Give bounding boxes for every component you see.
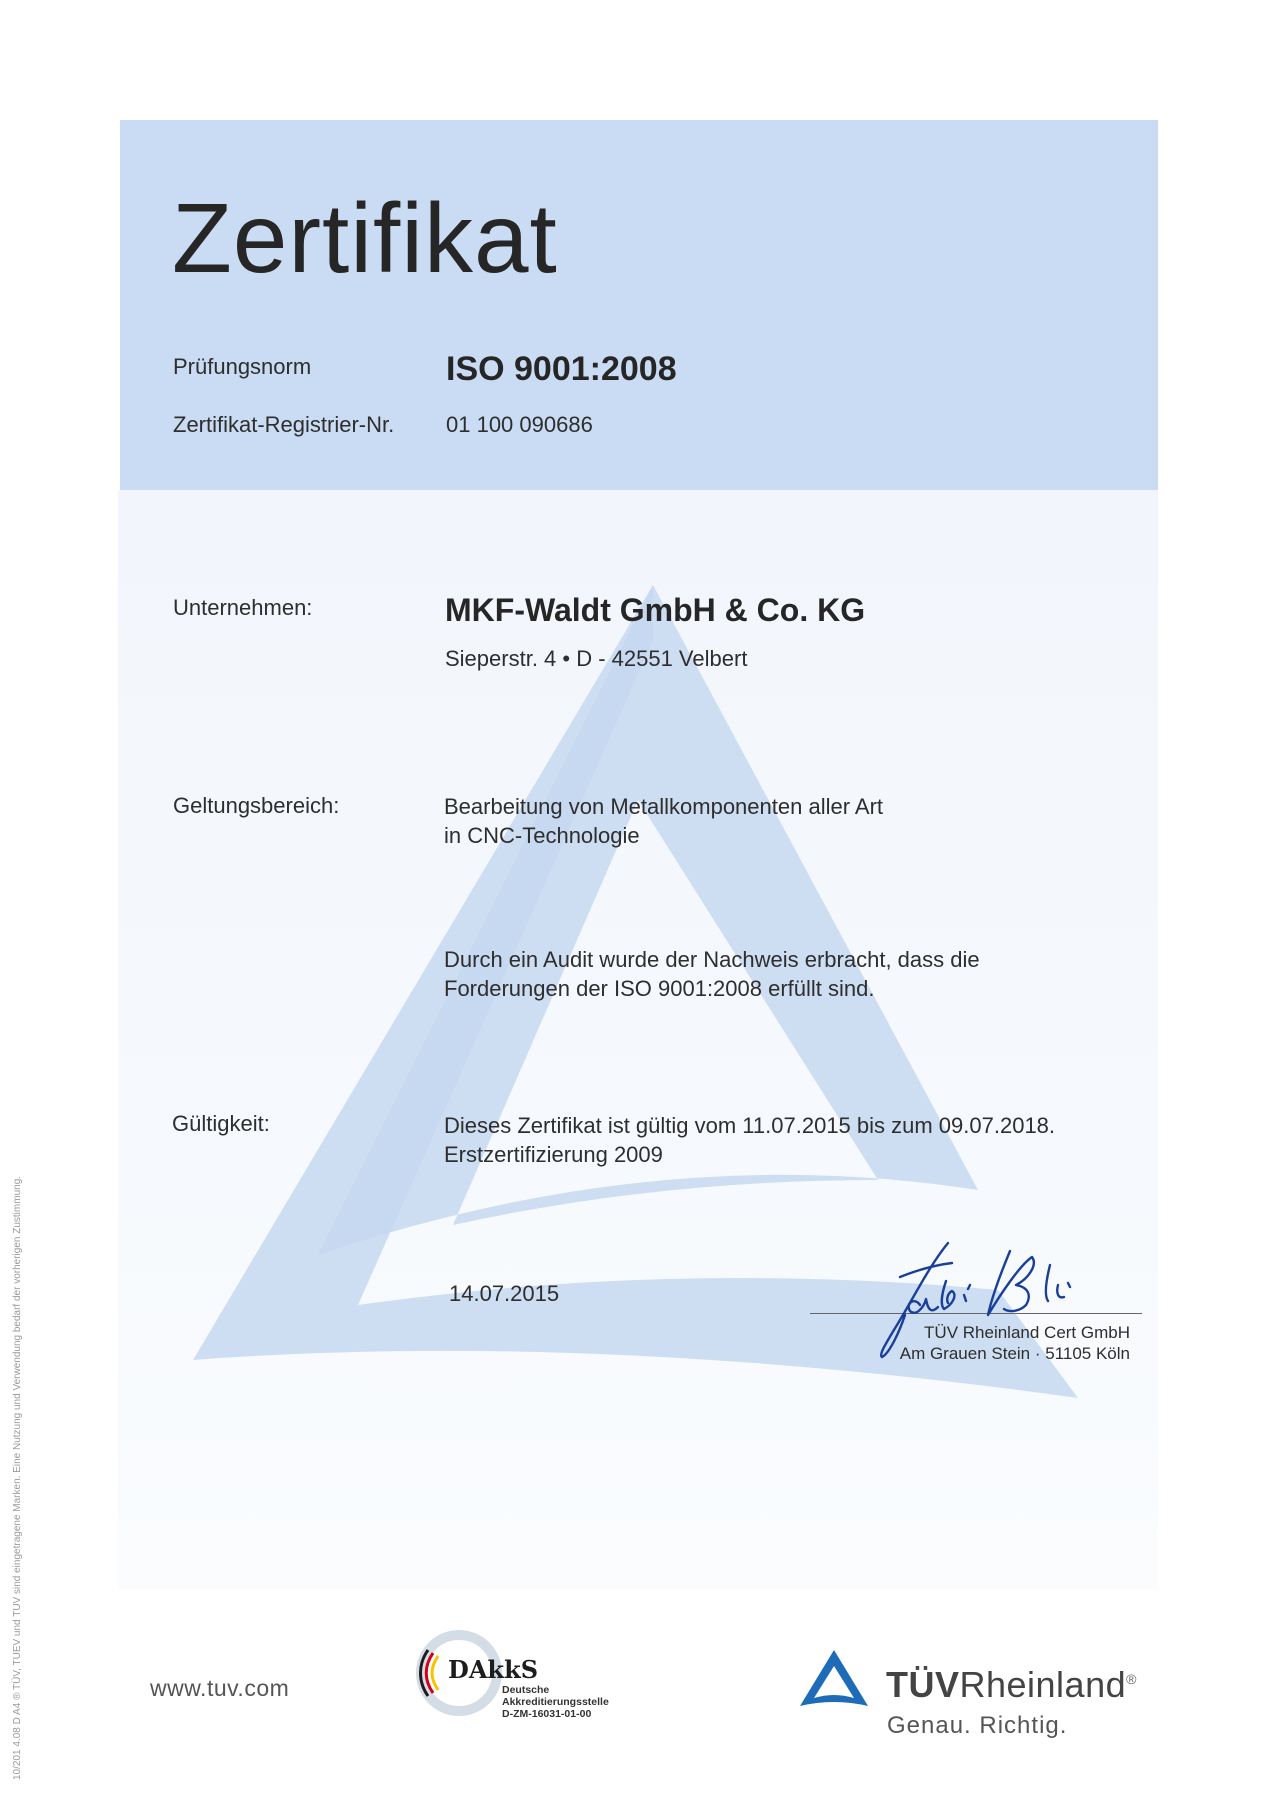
issuer-address: Am Grauen Stein · 51105 Köln — [899, 1344, 1130, 1363]
tuv-triangle-icon — [798, 1648, 870, 1710]
footer-url[interactable]: www.tuv.com — [150, 1675, 290, 1701]
scope-label: Geltungsbereich: — [173, 793, 340, 818]
standard-label: Prüfungsnorm — [173, 354, 312, 379]
scope-line-2: in CNC-Technologie — [444, 823, 640, 848]
dakks-line-2: Akkreditierungsstelle — [502, 1696, 609, 1708]
issue-date: 14.07.2015 — [449, 1281, 560, 1306]
scope-line-1: Bearbeitung von Metallkomponenten aller Art — [444, 794, 884, 819]
audit-statement — [444, 945, 980, 1003]
dakks-name: DAkkS — [448, 1655, 539, 1684]
scope-text — [444, 792, 883, 850]
audit-line-1: Durch ein Audit wurde der Nachweis erbracht, dass die — [444, 947, 980, 972]
dakks-line-3: D-ZM-16031-01-00 — [502, 1708, 592, 1720]
validity-text — [444, 1111, 1055, 1169]
tuv-registered-mark: ® — [1126, 1671, 1137, 1687]
company-address: Sieperstr. 4 • D - 42551 Velbert — [445, 646, 748, 671]
validity-line-1: Dieses Zertifikat ist gültig vom 11.07.2015 bis zum 09.07.2018. — [444, 1113, 1056, 1138]
tuv-name-bold: TÜV — [886, 1664, 960, 1705]
company-label: Unternehmen: — [173, 595, 313, 620]
issuer-block — [894, 1322, 1130, 1364]
company-name: MKF-Waldt GmbH & Co. KG — [445, 592, 866, 628]
issuer-name: TÜV Rheinland Cert GmbH — [924, 1323, 1130, 1342]
tuv-claim: Genau. Richtig. — [887, 1712, 1068, 1739]
dakks-logo — [418, 1628, 638, 1728]
side-legal-note: 10/201 4.08 D A4 ® TÜV, TUEV und TUV sind eingetragene Marken. Eine Nutzung und Verwendung bedarf der vorherigen Zustimmung. — [12, 1175, 23, 1780]
tuv-name-rest: Rheinland — [959, 1664, 1127, 1705]
registry-value: 01 100 090686 — [446, 412, 593, 437]
validity-label: Gültigkeit: — [172, 1111, 270, 1136]
validity-line-2: Erstzertifizierung 2009 — [444, 1142, 663, 1167]
dakks-line-1: Deutsche — [502, 1684, 550, 1696]
tuv-wordmark — [886, 1664, 1137, 1706]
registry-label: Zertifikat-Registrier-Nr. — [173, 412, 395, 437]
certificate-title: Zertifikat — [172, 183, 558, 293]
audit-line-2: Forderungen der ISO 9001:2008 erfüllt sind. — [444, 976, 875, 1001]
standard-value: ISO 9001:2008 — [446, 350, 677, 388]
dakks-subtitle — [502, 1684, 609, 1720]
